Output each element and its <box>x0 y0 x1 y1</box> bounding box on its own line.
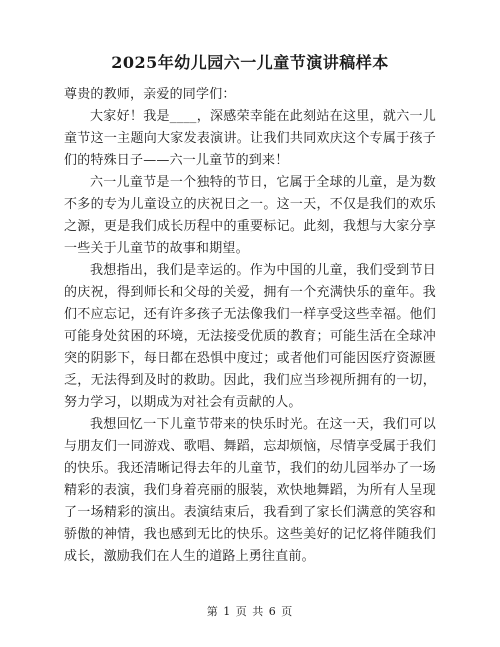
paragraph-2: 六一儿童节是一个独特的节日，它属于全球的儿童，是为数不多的专为儿童设立的庆祝日之一。这一天，不仅是我们的欢乐之源，更是我们成长历程中的重要标记。此刻，我想与大家分享一些关于儿童节的故事和期望。 <box>64 175 436 256</box>
page-footer: 第 1 页 共 6 页 <box>206 605 294 618</box>
document-body <box>64 84 436 568</box>
paragraph-1: 大家好！我是____，深感荣幸能在此刻站在这里，就六一儿童节这一主题向大家发表演讲。让我们共同欢庆这个专属于孩子们的特殊日子——六一儿童节的到来！ <box>64 109 436 168</box>
salutation: 尊贵的教师，亲爱的同学们： <box>64 87 236 102</box>
paragraph-4: 我想回忆一下儿童节带来的快乐时光。在这一天，我们可以与朋友们一同游戏、歌唱、舞蹈，忘却烦恼，尽情享受属于我们的快乐。我还清晰记得去年的儿童节，我们的幼儿园举办了一场精彩的表演，我们身着亮丽的服装，欢快地舞蹈，为所有人呈现了一场精彩的演出。表演结束后，我看到了家长们满意的笑容和骄傲的神情，我也感到无比的快乐。这些美好的记忆将伴随我们成长，激励我们在人生的道路上勇往直前。 <box>64 417 436 564</box>
document-title: 2025年幼儿园六一儿童节演讲稿样本 <box>111 53 389 72</box>
paragraph-3: 我想指出，我们是幸运的。作为中国的儿童，我们受到节日的庆祝，得到师长和父母的关爱，拥有一个充满快乐的童年。我们不应忘记，还有许多孩子无法像我们一样享受这些幸福。他们可能身处贫困的环境，无法接受优质的教育；可能生活在全球冲突的阴影下，每日都在恐惧中度过；或者他们可能因医疗资源匮乏，无法得到及时的救助。因此，我们应当珍视所拥有的一切，努力学习，以期成为对社会有贡献的人。 <box>64 263 436 410</box>
